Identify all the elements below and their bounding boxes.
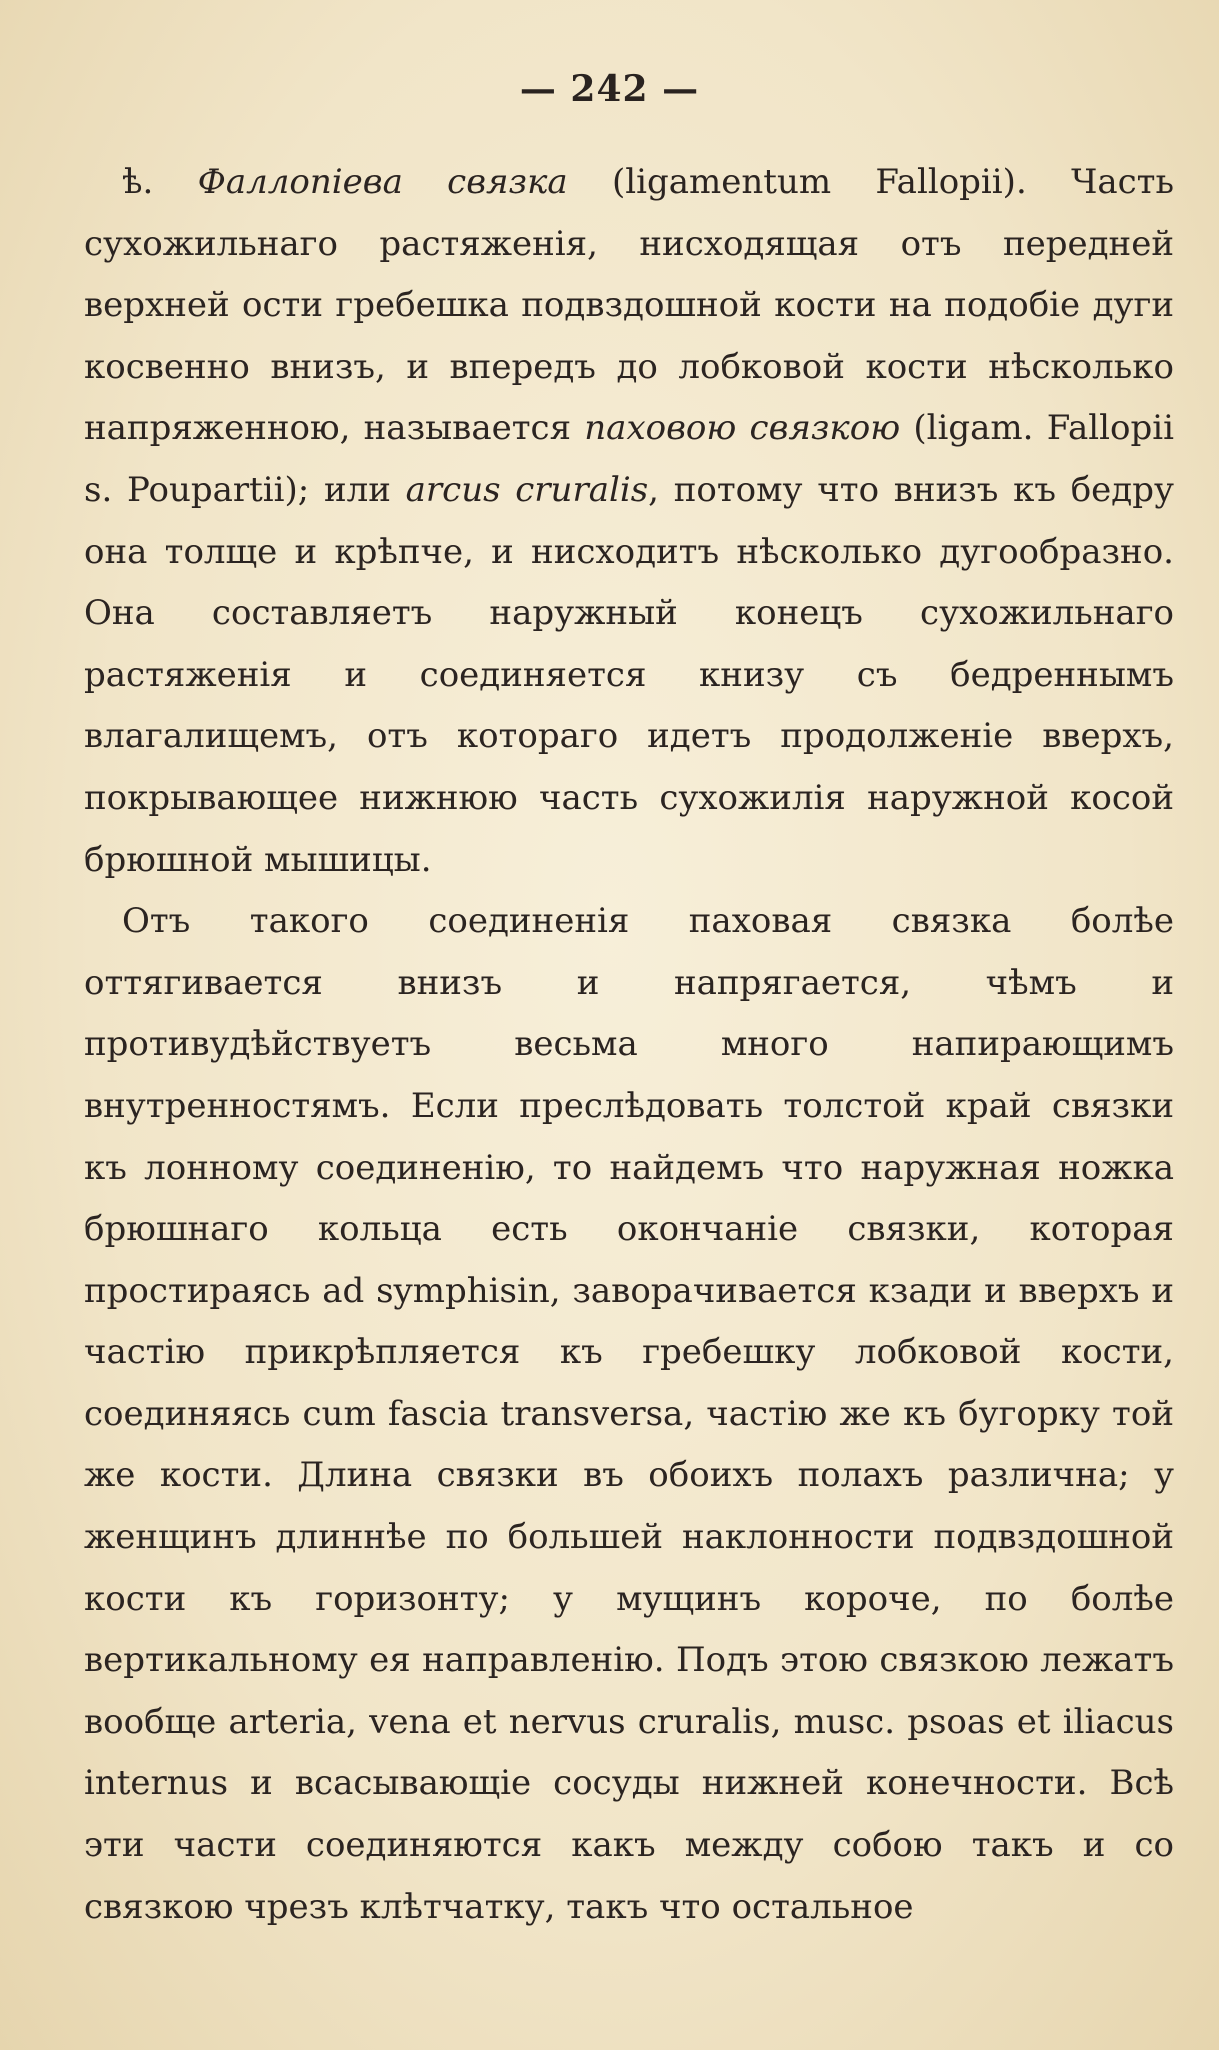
paragraph-text: , потому что внизъ къ бедру она толще и крѣпче, и нисходитъ нѣсколько дугообразно. Она составляетъ наружный конецъ сухожильнаго растяженія и соединяется книзу съ бедреннымъ влагалищемъ, отъ котораго идетъ продолженіе вверхъ, покрывающее нижнюю часть сухожилія наружной косой брюшной мышицы. [84, 469, 1175, 880]
paragraph-fallopian-ligament [84, 152, 1174, 891]
paragraph-text: (ligamentum Fallopii). Часть сухожильнаго растяженія, нисходящая отъ передней верхней ости гребешка подвздошной кости на подобіе дуги косвенно внизъ, и впередъ до лобковой кости нѣсколько напряженною, называется [84, 162, 1174, 449]
body-text [84, 152, 1174, 1938]
paragraph-text: (ligam. Fallopii s. Poupartii); или [84, 408, 1174, 510]
term-arcus-cruralis: arcus cruralis [405, 469, 649, 510]
section-term: Фаллопіева связка [197, 162, 568, 202]
term-inguinal-ligament: паховою связкою [584, 408, 901, 449]
section-letter: ѣ. [122, 162, 154, 202]
paragraph-connection: Отъ такого соединенія паховая связка болѣе оттягивается внизъ и напрягается, чѣмъ и противудѣйствуетъ весьма много напирающимъ внутренностямъ. Если преслѣдовать толстой край связки къ лонному соединенію, то найдемъ что наружная ножка брюшнаго кольца есть окончаніе связки, которая простираясь ad symphisin, заворачивается кзади и вверхъ и частію прикрѣпляется къ гребешку лобковой кости, соединяясь cum fascia transversa, частію же къ бугорку той же кости. Длина связки въ обоихъ полахъ различна; у женщинъ длиннѣе по большей наклонности подвздошной кости къ горизонту; у мущинъ короче, по болѣе вертикальному ея направленію. Подъ этою связкою лежатъ вообще arteria, vena et nervus cruralis, musc. psoas et iliacus internus и всасывающіе сосуды нижней конечности. Всѣ эти части соединяются какъ между собою такъ и со связкою чрезъ клѣтчатку, такъ что остальное [84, 901, 1174, 1927]
page-number: — 242 — [519, 68, 700, 110]
